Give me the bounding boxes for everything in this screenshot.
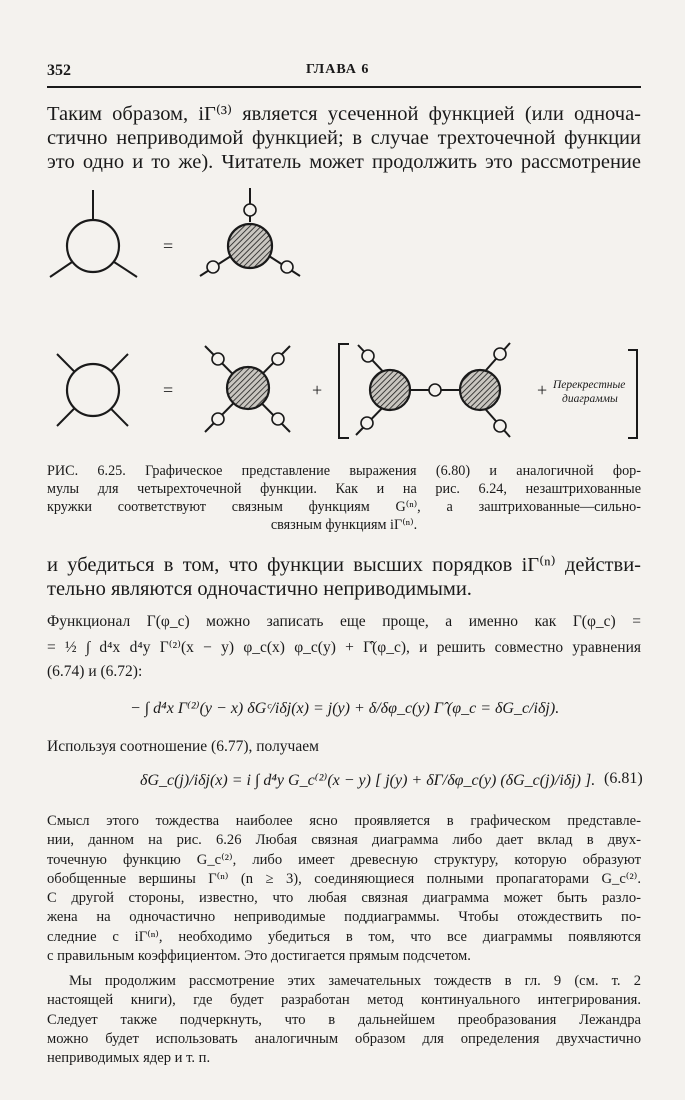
caption-line: кружки соответствуют связным функциям G⁽ⁿ⁾, а заштрихованные—сильно- bbox=[47, 499, 641, 515]
caption-line: связным функциям iΓ⁽ⁿ⁾. bbox=[270, 517, 418, 533]
conclusion-line: тельно являются одночастично неприводимыми. bbox=[47, 578, 472, 600]
meaning-line: нии, данном на рис. 6.26 Любая связная диаграмма либо дает вклад в двух- bbox=[47, 832, 641, 849]
equals-sign-2: = bbox=[163, 380, 174, 400]
equation-6-81: δG_c(j)/iδj(x) = i ∫ d⁴y G_c⁽²⁾(x − y) [ j(y) + δΓ/δφ_c(y) (δG_c(j)/iδj) ]. bbox=[140, 772, 596, 789]
plus-sign-2: + bbox=[537, 380, 548, 400]
functional-line: (6.74) и (6.72): bbox=[47, 663, 143, 680]
right-bracket bbox=[628, 350, 637, 438]
meaning-line: жена на одночастично неприводимые поддиаграммы. Чтобы отождествить по- bbox=[47, 909, 641, 926]
caption-line: РИС. 6.25. Графическое представление выражения (6.80) и аналогичной фор- bbox=[47, 463, 641, 479]
chapter-title: ГЛАВА 6 bbox=[306, 62, 370, 77]
functional-line: = ½ ∫ d⁴x d⁴y Γ⁽²⁾(x − y) φ_c(x) φ_c(y) + Γ̂(φ_c), и решить совместно уравнения bbox=[47, 639, 641, 656]
intro-paragraph bbox=[47, 102, 641, 174]
conclusion-paragraph bbox=[47, 553, 641, 601]
equals-sign: = bbox=[163, 236, 174, 256]
meaning-line: точечную функцию G_c⁽²⁾, либо имеет древесную структуру, которую образуют bbox=[47, 851, 641, 868]
continue-line: Мы продолжим рассмотрение этих замечательных тождеств в гл. 9 (см. т. 2 bbox=[69, 973, 641, 989]
continue-line: можно будет использовать аналогичным образом для определения двухчастично bbox=[47, 1030, 641, 1047]
crossed-diagrams-label-2: диаграммы bbox=[562, 393, 618, 405]
continue-line: неприводимых ядер и т. п. bbox=[47, 1050, 211, 1067]
tree-diagram bbox=[356, 343, 510, 437]
four-point-connected-diagram bbox=[57, 354, 128, 426]
functional-line: Функционал Γ(φ_c) можно записать еще проще, а именно как Γ(φ_c) = bbox=[47, 613, 641, 630]
caption-line: мулы для четырехточечной функции. Как и на рис. 6.24, незаштрихованные bbox=[47, 481, 641, 497]
continue-paragraph bbox=[47, 972, 641, 1068]
meaning-line: следние с iΓ⁽ⁿ⁾, необходимо убедиться в том, что все диаграммы появляются bbox=[47, 928, 641, 945]
page-number: 352 bbox=[47, 62, 71, 79]
figure-6-25 bbox=[0, 170, 685, 460]
left-bracket bbox=[339, 344, 349, 438]
continue-line: настоящей книги), где будет разработан метод континуального интегрирования. bbox=[47, 992, 641, 1009]
meaning-line: С другой стороны, известно, что любая связная диаграмма может быть разло- bbox=[47, 890, 641, 907]
three-point-connected-diagram bbox=[50, 190, 137, 277]
header-rule bbox=[47, 86, 641, 88]
three-point-vertex-diagram bbox=[200, 188, 300, 276]
figure-caption bbox=[47, 462, 641, 534]
using-line: Используя соотношение (6.77), получаем bbox=[47, 738, 319, 755]
functional-paragraph bbox=[47, 612, 641, 682]
meaning-line: Смысл этого тождества наиболее ясно проявляется в графическом представле- bbox=[47, 813, 641, 829]
continue-line: Следует также подчеркнуть, что в дальнейшем преобразования Лежандра bbox=[47, 1011, 641, 1028]
equation-number: (6.81) bbox=[604, 770, 643, 787]
plus-sign: + bbox=[312, 380, 323, 400]
meaning-line: с правильным коэффициентом. Это достигается прямым подсчетом. bbox=[47, 948, 471, 965]
intro-line: стично неприводимой функцией; в случае трехточечной функции bbox=[47, 127, 641, 149]
conclusion-line: и убедиться в том, что функции высших порядков iΓ⁽ⁿ⁾ действи- bbox=[47, 554, 641, 576]
crossed-diagrams-label-1: Перекрестные bbox=[553, 379, 626, 391]
equation-6-74-72: − ∫ d⁴x Γ⁽²⁾(y − x) δGᶜ/iδj(x) = j(y) + δ/δφ_c(y) Γ̂ (φ_c = δG_c/iδj). bbox=[130, 700, 560, 717]
four-point-vertex-diagram bbox=[205, 346, 290, 432]
intro-line: Таким образом, iΓ⁽³⁾ является усеченной функцией (или одноча- bbox=[47, 103, 641, 125]
meaning-paragraph bbox=[47, 812, 641, 966]
intro-line: это одно и то же). Читатель может продолжить это рассмотрение bbox=[47, 151, 641, 173]
meaning-line: обобщенные вершины Γ⁽ⁿ⁾ (n ≥ 3), соединяющиеся полными пропагаторами G_c⁽²⁾. bbox=[47, 870, 641, 887]
